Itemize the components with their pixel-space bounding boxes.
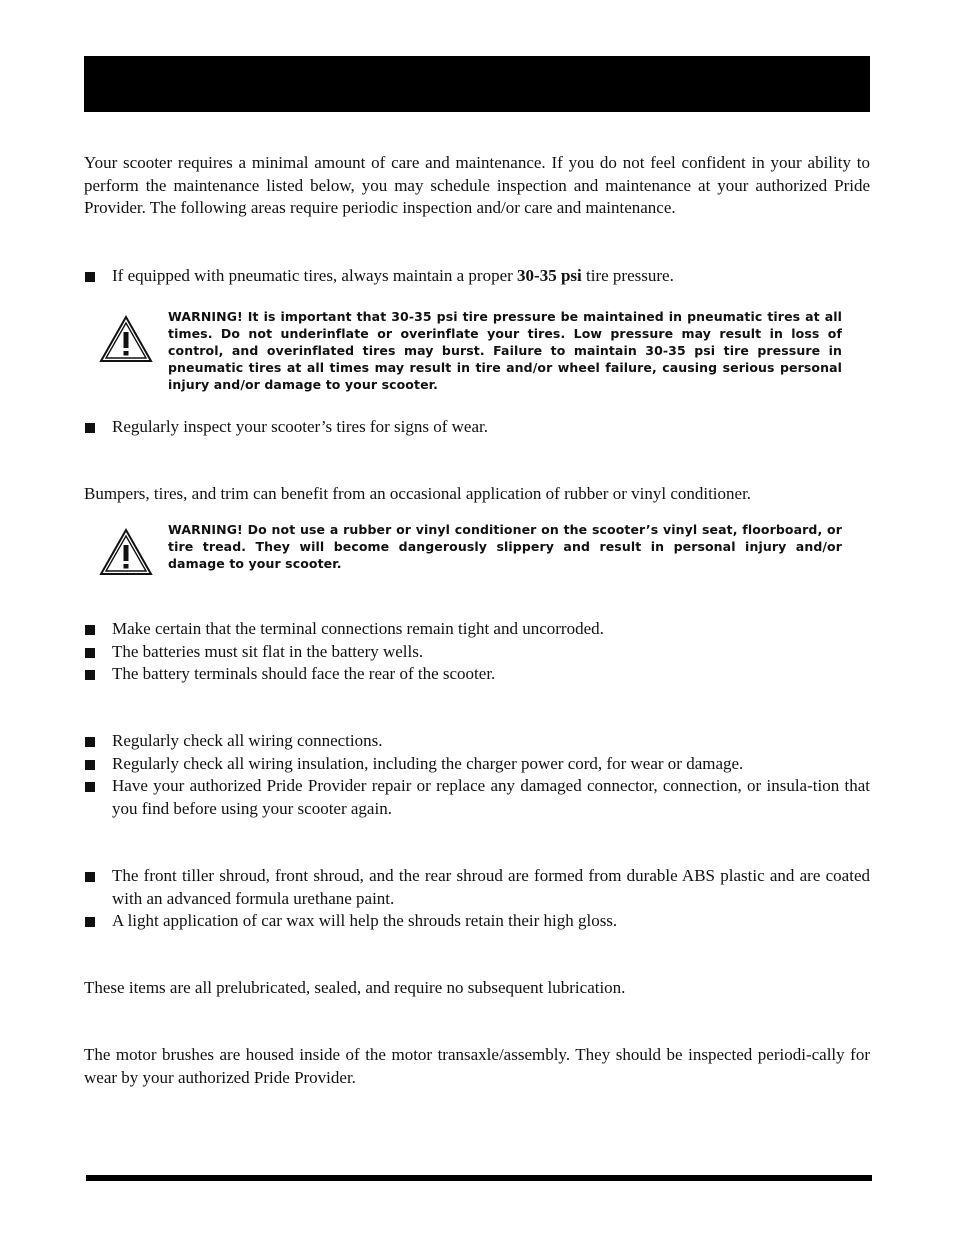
- bullet-square-icon: [85, 782, 95, 792]
- warning-text: WARNING! Do not use a rubber or vinyl conditioner on the scooter’s vinyl seat, floorboard, or tire tread. They will become dangerously slippery and result in personal injury and/or damage to your scooter.: [168, 522, 842, 571]
- list-item: Regularly check all wiring insulation, including the charger power cord, for wear or damage.: [84, 753, 870, 776]
- battery-list: [84, 618, 870, 686]
- psi-value: 30-35 psi: [517, 266, 582, 285]
- motor-paragraph: The motor brushes are housed inside of the motor transaxle/assembly. They should be inspected periodi-cally for wear by your authorized Pride Provider.: [84, 1045, 870, 1087]
- list-item: Have your authorized Pride Provider repair or replace any damaged connector, connection, or insula-tion that you find before using your scooter again.: [84, 775, 870, 820]
- list-item: Make certain that the terminal connections remain tight and uncorroded.: [84, 618, 870, 641]
- tires-inspect-list: [84, 416, 870, 439]
- bullet-square-icon: [85, 272, 95, 282]
- list-item: The batteries must sit flat in the battery wells.: [84, 641, 870, 664]
- footer-rule: [86, 1175, 872, 1181]
- lubrication-paragraph: These items are all prelubricated, sealed, and require no subsequent lubrication.: [84, 978, 626, 997]
- list-item: The front tiller shroud, front shroud, and the rear shroud are formed from durable ABS plastic and are coated with an advanced formula urethane paint.: [84, 865, 870, 910]
- intro-paragraph: Your scooter requires a minimal amount of care and maintenance. If you do not feel confident in your ability to perform the maintenance listed below, you may schedule inspection and maintenance at your authorized Pride Provider. The following areas require periodic inspection and/or care and maintenance.: [84, 153, 870, 218]
- tire-pressure-warning: [98, 308, 870, 393]
- list-item: Regularly inspect your scooter’s tires for signs of wear.: [84, 416, 870, 439]
- conditioner-paragraph: Bumpers, tires, and trim can benefit from an occasional application of rubber or vinyl conditioner.: [84, 484, 752, 503]
- list-item: Regularly check all wiring connections.: [84, 730, 870, 753]
- bullet-square-icon: [85, 423, 95, 433]
- bullet-square-icon: [85, 648, 95, 658]
- list-item: A light application of car wax will help the shrouds retain their high gloss.: [84, 910, 870, 933]
- bullet-square-icon: [85, 917, 95, 927]
- bullet-square-icon: [85, 760, 95, 770]
- header-bar: [84, 56, 870, 112]
- list-item: The battery terminals should face the rear of the scooter.: [84, 663, 870, 686]
- bullet-square-icon: [85, 737, 95, 747]
- bullet-square-icon: [85, 670, 95, 680]
- shrouds-list: [84, 865, 870, 933]
- list-item: If equipped with pneumatic tires, always maintain a proper 30-35 psi tire pressure.: [84, 265, 870, 288]
- conditioner-warning: [98, 521, 870, 572]
- wiring-list: [84, 730, 870, 821]
- warning-triangle-icon: [98, 314, 154, 364]
- bullet-square-icon: [85, 625, 95, 635]
- tires-list: [84, 265, 870, 288]
- bullet-square-icon: [85, 872, 95, 882]
- warning-triangle-icon: [98, 527, 154, 577]
- warning-text: WARNING! It is important that 30-35 psi tire pressure be maintained in pneumatic tires at all times. Do not underinflate or overinflate your tires. Low pressure may result in loss of control, and overinflated tires may burst. Failure to maintain 30-35 psi tire pressure in pneumatic tires at all times may result in tire and/or wheel failure, causing serious personal injury and/or damage to your scooter.: [168, 309, 842, 392]
